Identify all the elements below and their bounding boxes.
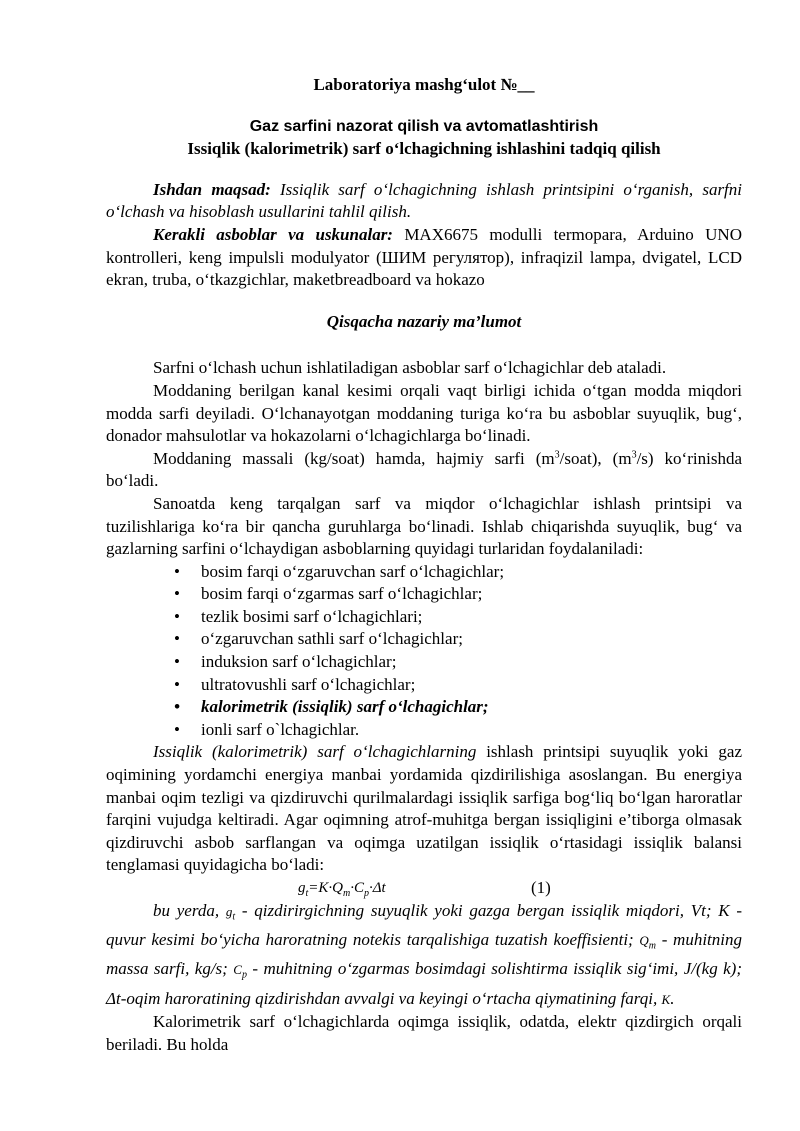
equipment-text: MAX6675 modulli termopara, Arduino UNO kontrolleri, keng impulsli modulyator (ШИМ регулятор), infraqizil lampa, dvigatel, LCD ekran, truba, o‘tkazgichlar, maketbreadboard va hokazo	[106, 224, 742, 290]
where-d: - muhitning o‘zgarmas bosimdagi solishtirma issiqlik sig‘imi, J/(kg k); Δt-oqim haroratining qizdirishdan avvalgi va keyingi o‘rtacha qiymatining farqi,	[106, 959, 743, 1008]
paragraph-3	[106, 448, 742, 493]
formula-mid: ·C	[350, 880, 364, 896]
p3-part-c: /s) ko‘rinishda bo‘ladi.	[106, 448, 742, 491]
where-e: .	[670, 988, 675, 1008]
where-g-symbol	[225, 904, 236, 923]
flowmeter-types-list	[106, 561, 742, 742]
p3-part-b: /soat), (m	[559, 448, 632, 468]
list-item: • o‘zgaruvchan sathli sarf o‘lchagichlar;	[174, 628, 742, 651]
list-item: • bosim farqi o‘zgarmas sarf o‘lchagichlar;	[174, 583, 742, 606]
formula-g: g	[298, 880, 306, 896]
paragraph-4: Sanoatda keng tarqalgan sarf va miqdor o‘lchagichlar ishlash printsipi va tuzilishlariga ko‘ra bir qancha guruhlarga bo‘linadi. Ishlab chiqarishda suyuqlik, bug‘ va gazlarning sarfini o‘lchaydigan asboblarning quyidagi turlaridan foydalaniladi:	[106, 493, 742, 559]
where-cp-symbol	[233, 962, 247, 981]
p3-sup-2: 3	[631, 449, 637, 461]
formula-end: ·Δt	[369, 880, 386, 896]
where-g-sub: t	[232, 911, 236, 923]
equation-line	[106, 877, 742, 900]
formula-g-sub: t	[305, 888, 309, 899]
equipment-paragraph	[106, 224, 742, 292]
where-a: bu yerda,	[153, 901, 226, 920]
paragraph-1: Sarfni o‘lchash uchun ishlatiladigan asboblar sarf o‘lchagichlar deb ataladi.	[153, 358, 667, 378]
where-q-sub: m	[648, 940, 657, 952]
formula-c-sub: p	[364, 888, 369, 899]
paragraph-7: Kalorimetrik sarf o‘lchagichlarda oqimga issiqlik, odatda, elektr qizdirgich orqali beriladi. Bu holda	[106, 1012, 742, 1054]
paragraph-5	[106, 741, 742, 877]
aim-label: Ishdan maqsad:	[153, 179, 271, 199]
aim-paragraph	[106, 179, 742, 224]
where-g: g	[225, 904, 233, 919]
p3-sup-1: 3	[554, 449, 560, 461]
list-item: • bosim farqi o‘zgaruvchan sarf o‘lchagichlar;	[174, 561, 742, 584]
topic-title: Gaz sarfini nazorat qilish va avtomatlashtirish	[249, 117, 599, 135]
list-item: • ionli sarf o`lchagichlar.	[174, 719, 742, 742]
p3-part-a: Moddaning massali (kg/soat) hamda, hajmiy sarfi (m	[153, 448, 555, 468]
where-b: - qizdirirgichning suyuqlik yoki gazga bergan issiqlik miqdori, Vt; K - quvur kesimi bo‘yicha haroratning notekis tarqalishiga tuzatish koeffisienti;	[106, 901, 742, 950]
subtitle: Issiqlik (kalorimetrik) sarf o‘lchagichning ishlashini tadqiq qilish	[187, 139, 661, 159]
where-cp-sub: p	[241, 969, 247, 981]
list-item: • ultratovushli sarf o‘lchagichlar;	[174, 674, 742, 697]
heat-balance-equation	[298, 877, 386, 906]
formula-q-sub: m	[343, 888, 351, 899]
where-q-symbol	[639, 933, 657, 952]
theory-heading: Qisqacha nazariy ma’lumot	[326, 311, 522, 331]
where-cp: C	[233, 962, 242, 978]
p5-rest: ishlash printsipi suyuqlik yoki gaz oqimining yordamchi energiya manbai yordamida qizdirilishiga asoslangan. Bu energiya manbai oqim tezligi va qizdiruvchi qurilmalardagi issiqlik sarfiga bog‘liq bo‘lgan haroratlar farqini vujudga keltiradi. Agar oqimning atrof-muhitga bergan issiqligini e’tiborga olmasak qizdiruvchi asbob sarflangan va oqimga uzatilgan issiqlik o‘rtasidagi issiqlik balansi tenglamasi quyidagicha bo‘ladi:	[106, 742, 742, 875]
where-k: K	[661, 991, 671, 1007]
list-item: • kalorimetrik (issiqlik) sarf o‘lchagichlar;	[174, 696, 742, 719]
paragraph-where	[106, 900, 742, 1011]
equipment-label: Kerakli asboblar va uskunalar:	[153, 224, 393, 244]
p5-italic: Issiqlik (kalorimetrik) sarf o‘lchagichlarning	[153, 742, 477, 762]
aim-text: Issiqlik sarf o‘lchagichning ishlash printsipini o‘rganish, sarfni o‘lchash va hisoblash usullarini tahlil qilish.	[106, 179, 743, 222]
lab-title: Laboratoriya mashg‘ulot №__	[313, 75, 535, 94]
list-item: • induksion sarf o‘lchagichlar;	[174, 651, 742, 674]
list-item: • tezlik bosimi sarf o‘lchagichlari;	[174, 606, 742, 629]
paragraph-2: Moddaning berilgan kanal kesimi orqali vaqt birligi ichida o‘tgan modda miqdori modda sarfi deyiladi. O‘lchanayotgan moddaning turiga ko‘ra bu asboblar suyuqlik, bug‘, donador mahsulotlar va hokazolarni o‘lchagichlarga bo‘linadi.	[106, 380, 742, 446]
where-c: - muhitning massa sarfi, kg/s;	[106, 930, 742, 979]
where-q: Q	[639, 933, 649, 949]
formula-eq: =K·Q	[308, 880, 343, 896]
equation-number: (1)	[531, 878, 551, 897]
